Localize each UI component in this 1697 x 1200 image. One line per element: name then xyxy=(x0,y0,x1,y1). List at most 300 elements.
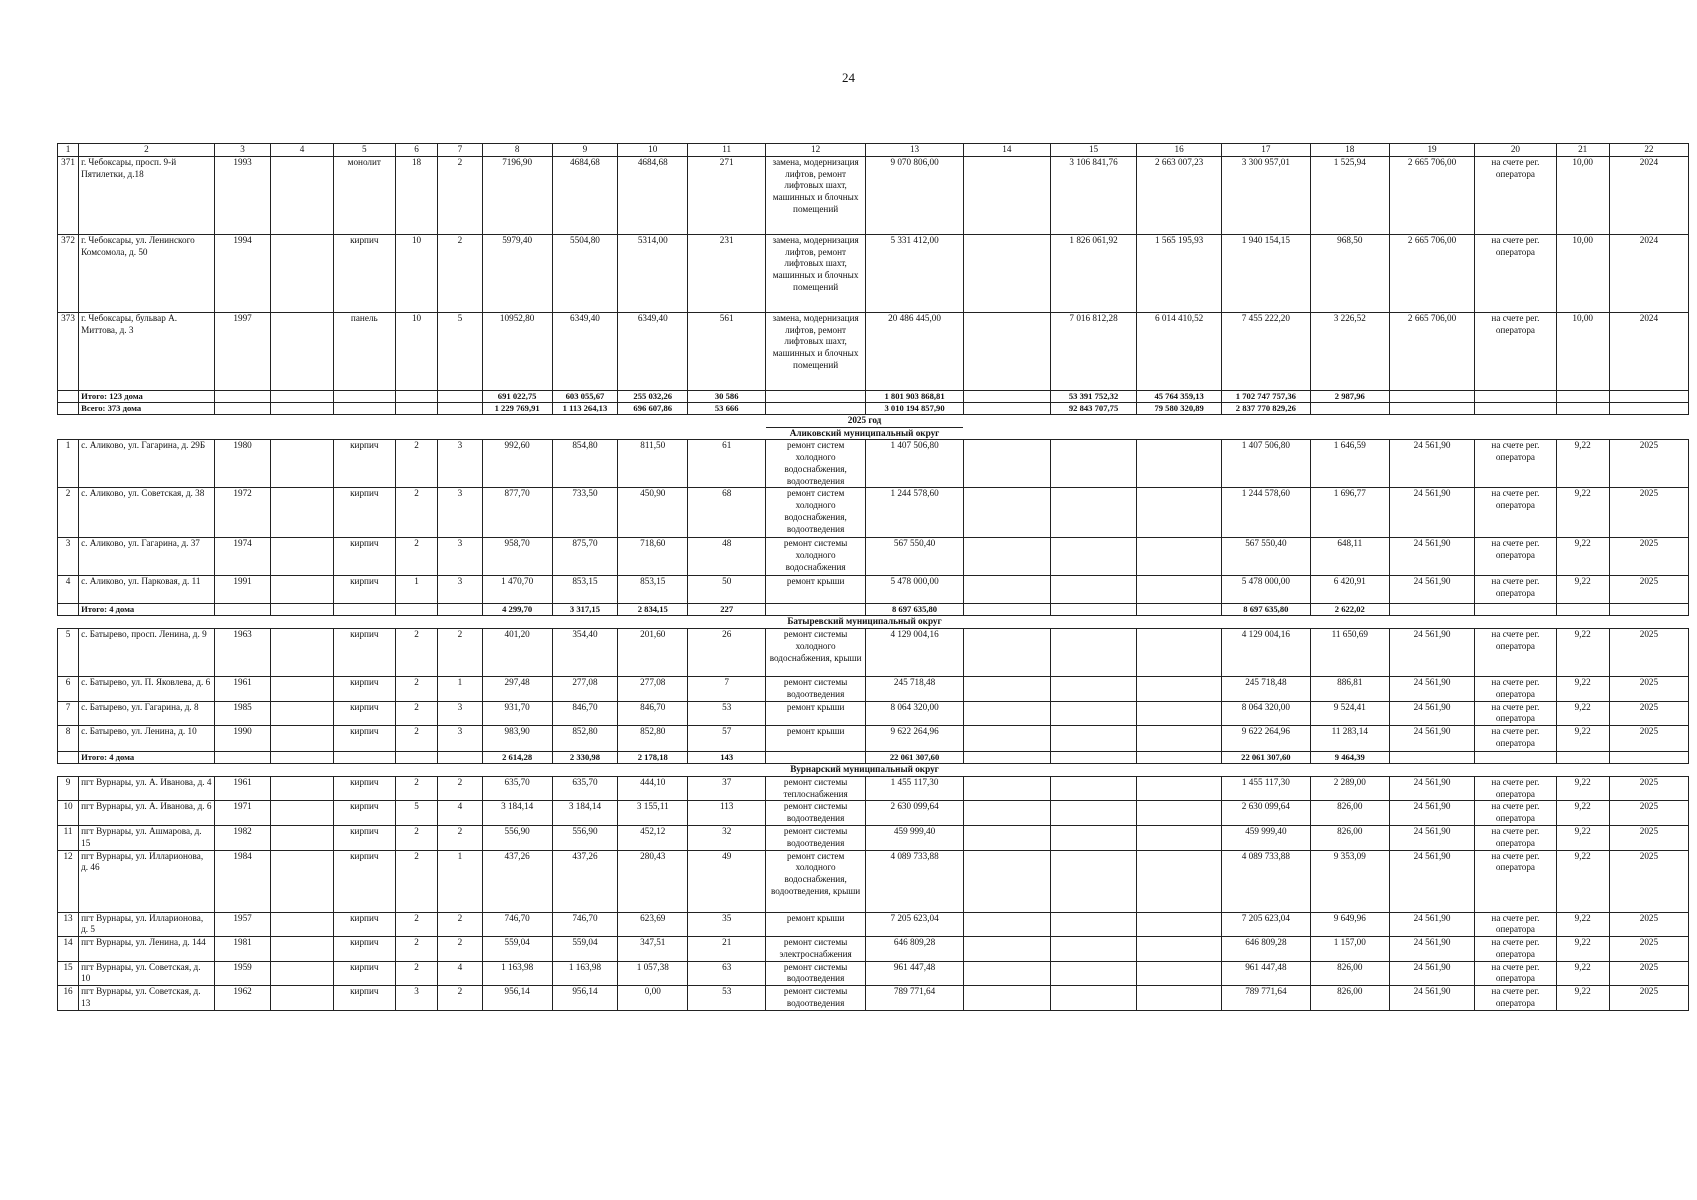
cell-c14 xyxy=(963,677,1050,702)
cell-address: пгт Вурнары, ул. А. Иванова, д. 4 xyxy=(79,776,215,801)
cell-work: ремонт систем холодного водоснабжения, водоотведения xyxy=(766,440,866,488)
cell-c15 xyxy=(1050,488,1137,538)
total-c15: 92 843 707,75 xyxy=(1050,402,1137,414)
table-row xyxy=(58,488,1689,538)
cell-c17: 4 129 004,16 xyxy=(1221,629,1310,677)
total-c17: 1 702 747 757,36 xyxy=(1221,390,1310,402)
cell-floors: 5 xyxy=(395,801,437,826)
cell-n: 10 xyxy=(58,801,79,826)
cell-address: с. Аликово, ул. Гагарина, д. 29Б xyxy=(79,440,215,488)
column-header: 19 xyxy=(1389,144,1475,157)
cell-c18: 11 650,69 xyxy=(1310,629,1389,677)
cell-c16 xyxy=(1137,726,1221,752)
housing-repair-table xyxy=(57,143,1689,1011)
cell-c15 xyxy=(1050,826,1137,851)
cell-c16 xyxy=(1137,986,1221,1011)
cell-address: г. Чебоксары, просп. 9-й Пятилетки, д.18 xyxy=(79,156,215,234)
column-header: 3 xyxy=(214,144,271,157)
cell-year: 1980 xyxy=(214,440,271,488)
cell-c17: 459 999,40 xyxy=(1221,826,1310,851)
total-c17: 22 061 307,60 xyxy=(1221,752,1310,764)
column-number-row xyxy=(58,144,1689,157)
total-empty xyxy=(395,402,437,414)
cell-material: кирпич xyxy=(333,440,395,488)
table-row xyxy=(58,776,1689,801)
cell-c20: на счете рег. оператора xyxy=(1475,726,1556,752)
total-empty xyxy=(963,390,1050,402)
cell-c16 xyxy=(1137,701,1221,726)
column-header: 2 xyxy=(79,144,215,157)
column-header: 20 xyxy=(1475,144,1556,157)
cell-c20: на счете рег. оператора xyxy=(1475,937,1556,962)
cell-c4 xyxy=(271,538,333,576)
total-empty xyxy=(963,752,1050,764)
cell-address: пгт Вурнары, ул. Ленина, д. 144 xyxy=(79,937,215,962)
column-header: 4 xyxy=(271,144,333,157)
cell-residents: 53 xyxy=(688,986,766,1011)
total-empty xyxy=(766,402,866,414)
cell-c18: 968,50 xyxy=(1310,234,1389,312)
cell-area_living: 437,26 xyxy=(552,850,618,912)
cell-entrances: 3 xyxy=(438,726,482,752)
cell-work: ремонт системы холодного водоснабжения, крыши xyxy=(766,629,866,677)
cell-c17: 8 064 320,00 xyxy=(1221,701,1310,726)
cell-c14 xyxy=(963,440,1050,488)
cell-c18: 9 524,41 xyxy=(1310,701,1389,726)
table-row xyxy=(58,961,1689,986)
cell-c4 xyxy=(271,312,333,390)
cell-c17: 1 940 154,15 xyxy=(1221,234,1310,312)
cell-c19: 24 561,90 xyxy=(1389,726,1475,752)
cell-c4 xyxy=(271,440,333,488)
cell-cost: 20 486 445,00 xyxy=(866,312,964,390)
cell-c4 xyxy=(271,234,333,312)
cell-c15 xyxy=(1050,801,1137,826)
cell-c21: 9,22 xyxy=(1556,826,1609,851)
cell-c20: на счете рег. оператора xyxy=(1475,986,1556,1011)
cell-c16 xyxy=(1137,826,1221,851)
cell-c18: 826,00 xyxy=(1310,961,1389,986)
cell-area_total: 7196,90 xyxy=(482,156,552,234)
cell-area_total: 3 184,14 xyxy=(482,801,552,826)
total-label: Всего: 373 дома xyxy=(79,402,215,414)
total-empty xyxy=(271,402,333,414)
cell-c15 xyxy=(1050,912,1137,937)
total-empty xyxy=(1389,402,1475,414)
cell-area_total: 983,90 xyxy=(482,726,552,752)
cell-floors: 2 xyxy=(395,440,437,488)
cell-c20: на счете рег. оператора xyxy=(1475,234,1556,312)
cell-area_private: 277,08 xyxy=(618,677,688,702)
total-c16: 79 580 320,89 xyxy=(1137,402,1221,414)
column-header: 15 xyxy=(1050,144,1137,157)
cell-c14 xyxy=(963,776,1050,801)
cell-c17: 789 771,64 xyxy=(1221,986,1310,1011)
total-empty xyxy=(214,752,271,764)
cell-year: 1990 xyxy=(214,726,271,752)
total-c18: 9 464,39 xyxy=(1310,752,1389,764)
cell-area_private: 846,70 xyxy=(618,701,688,726)
cell-c15 xyxy=(1050,538,1137,576)
cell-area_private: 623,69 xyxy=(618,912,688,937)
cell-year: 1982 xyxy=(214,826,271,851)
cell-area_private: 201,60 xyxy=(618,629,688,677)
cell-floors: 2 xyxy=(395,937,437,962)
cell-cost: 1 244 578,60 xyxy=(866,488,964,538)
total-area_living: 3 317,15 xyxy=(552,604,618,616)
cell-area_private: 450,90 xyxy=(618,488,688,538)
cell-c18: 1 157,00 xyxy=(1310,937,1389,962)
cell-area_total: 297,48 xyxy=(482,677,552,702)
cell-c19: 24 561,90 xyxy=(1389,801,1475,826)
cell-work: замена, модернизация лифтов, ремонт лифтовых шахт, машинных и блочных помещений xyxy=(766,156,866,234)
cell-year: 1984 xyxy=(214,850,271,912)
cell-residents: 49 xyxy=(688,850,766,912)
cell-c4 xyxy=(271,726,333,752)
total-empty xyxy=(438,402,482,414)
total-empty xyxy=(271,752,333,764)
cell-n: 4 xyxy=(58,576,79,604)
total-row xyxy=(58,752,1689,764)
cell-address: с. Батырево, ул. Ленина, д. 10 xyxy=(79,726,215,752)
cell-floors: 2 xyxy=(395,912,437,937)
total-cost: 8 697 635,80 xyxy=(866,604,964,616)
section-title: Вурнарский муниципальный округ xyxy=(766,764,964,777)
table-row xyxy=(58,312,1689,390)
section-spacer xyxy=(58,414,766,427)
cell-c21: 9,22 xyxy=(1556,986,1609,1011)
cell-area_total: 437,26 xyxy=(482,850,552,912)
cell-year: 1971 xyxy=(214,801,271,826)
cell-c17: 245 718,48 xyxy=(1221,677,1310,702)
cell-area_private: 0,00 xyxy=(618,986,688,1011)
total-empty xyxy=(333,752,395,764)
cell-work: ремонт крыши xyxy=(766,576,866,604)
cell-c15 xyxy=(1050,726,1137,752)
cell-c14 xyxy=(963,312,1050,390)
section-title: 2025 год xyxy=(766,414,964,427)
cell-c19: 24 561,90 xyxy=(1389,677,1475,702)
cell-c14 xyxy=(963,937,1050,962)
table-row xyxy=(58,801,1689,826)
cell-c21: 9,22 xyxy=(1556,701,1609,726)
cell-c19: 2 665 706,00 xyxy=(1389,312,1475,390)
cell-work: ремонт системы холодного водоснабжения xyxy=(766,538,866,576)
cell-c22: 2025 xyxy=(1609,912,1688,937)
cell-c20: на счете рег. оператора xyxy=(1475,701,1556,726)
cell-entrances: 2 xyxy=(438,629,482,677)
cell-c21: 9,22 xyxy=(1556,629,1609,677)
cell-n: 371 xyxy=(58,156,79,234)
cell-c19: 2 665 706,00 xyxy=(1389,234,1475,312)
cell-c19: 24 561,90 xyxy=(1389,629,1475,677)
total-label: Итого: 4 дома xyxy=(79,604,215,616)
total-empty xyxy=(1389,390,1475,402)
total-area_private: 696 607,86 xyxy=(618,402,688,414)
district-heading-batyrevo xyxy=(58,616,1689,629)
cell-area_living: 852,80 xyxy=(552,726,618,752)
cell-c14 xyxy=(963,726,1050,752)
total-c17: 8 697 635,80 xyxy=(1221,604,1310,616)
cell-floors: 3 xyxy=(395,986,437,1011)
cell-area_total: 556,90 xyxy=(482,826,552,851)
cell-area_living: 635,70 xyxy=(552,776,618,801)
cell-c14 xyxy=(963,961,1050,986)
total-c17: 2 837 770 829,26 xyxy=(1221,402,1310,414)
total-empty xyxy=(1475,390,1556,402)
cell-c20: на счете рег. оператора xyxy=(1475,677,1556,702)
cell-entrances: 4 xyxy=(438,961,482,986)
cell-c18: 826,00 xyxy=(1310,801,1389,826)
cell-c21: 9,22 xyxy=(1556,576,1609,604)
cell-floors: 2 xyxy=(395,701,437,726)
total-residents: 53 666 xyxy=(688,402,766,414)
year-heading xyxy=(58,414,1689,427)
cell-c4 xyxy=(271,986,333,1011)
cell-work: ремонт системы теплоснабжения xyxy=(766,776,866,801)
cell-area_private: 4684,68 xyxy=(618,156,688,234)
cell-area_total: 1 163,98 xyxy=(482,961,552,986)
cell-c15 xyxy=(1050,701,1137,726)
cell-c14 xyxy=(963,912,1050,937)
cell-residents: 113 xyxy=(688,801,766,826)
total-empty xyxy=(766,752,866,764)
total-row xyxy=(58,604,1689,616)
cell-area_total: 992,60 xyxy=(482,440,552,488)
section-title: Батыревский муниципальный округ xyxy=(766,616,964,629)
cell-c20: на счете рег. оператора xyxy=(1475,850,1556,912)
cell-c15 xyxy=(1050,776,1137,801)
cell-c16: 6 014 410,52 xyxy=(1137,312,1221,390)
cell-c21: 9,22 xyxy=(1556,801,1609,826)
cell-residents: 57 xyxy=(688,726,766,752)
total-c15: 53 391 752,32 xyxy=(1050,390,1137,402)
table-row xyxy=(58,156,1689,234)
cell-entrances: 2 xyxy=(438,776,482,801)
cell-c14 xyxy=(963,629,1050,677)
cell-year: 1981 xyxy=(214,937,271,962)
cell-cost: 5 331 412,00 xyxy=(866,234,964,312)
cell-c4 xyxy=(271,826,333,851)
cell-material: кирпич xyxy=(333,776,395,801)
cell-year: 1961 xyxy=(214,677,271,702)
cell-c16 xyxy=(1137,961,1221,986)
cell-area_private: 853,15 xyxy=(618,576,688,604)
cell-cost: 8 064 320,00 xyxy=(866,701,964,726)
total-empty xyxy=(1556,604,1609,616)
cell-material: кирпич xyxy=(333,701,395,726)
cell-c4 xyxy=(271,701,333,726)
total-empty xyxy=(963,604,1050,616)
cell-c22: 2025 xyxy=(1609,986,1688,1011)
cell-residents: 561 xyxy=(688,312,766,390)
cell-year: 1972 xyxy=(214,488,271,538)
total-empty xyxy=(395,604,437,616)
cell-c17: 646 809,28 xyxy=(1221,937,1310,962)
total-c15 xyxy=(1050,752,1137,764)
cell-material: кирпич xyxy=(333,937,395,962)
total-empty xyxy=(1556,402,1609,414)
cell-c21: 9,22 xyxy=(1556,726,1609,752)
column-header: 11 xyxy=(688,144,766,157)
total-empty xyxy=(58,604,79,616)
total-empty xyxy=(271,390,333,402)
table-row xyxy=(58,576,1689,604)
cell-material: кирпич xyxy=(333,961,395,986)
cell-c22: 2025 xyxy=(1609,776,1688,801)
cell-c21: 10,00 xyxy=(1556,156,1609,234)
column-header: 9 xyxy=(552,144,618,157)
total-c16 xyxy=(1137,604,1221,616)
district-heading-vurnary xyxy=(58,764,1689,777)
cell-c16: 1 565 195,93 xyxy=(1137,234,1221,312)
cell-area_total: 5979,40 xyxy=(482,234,552,312)
column-header: 16 xyxy=(1137,144,1221,157)
cell-work: ремонт системы водоотведения xyxy=(766,801,866,826)
total-row xyxy=(58,402,1689,414)
cell-c14 xyxy=(963,986,1050,1011)
cell-area_private: 347,51 xyxy=(618,937,688,962)
section-spacer xyxy=(963,764,1688,777)
total-empty xyxy=(395,752,437,764)
cell-entrances: 5 xyxy=(438,312,482,390)
total-c16: 45 764 359,13 xyxy=(1137,390,1221,402)
cell-c15 xyxy=(1050,986,1137,1011)
cell-c20: на счете рег. оператора xyxy=(1475,961,1556,986)
column-header: 1 xyxy=(58,144,79,157)
cell-entrances: 2 xyxy=(438,937,482,962)
cell-c16 xyxy=(1137,937,1221,962)
total-row xyxy=(58,390,1689,402)
cell-area_private: 452,12 xyxy=(618,826,688,851)
cell-c22: 2025 xyxy=(1609,961,1688,986)
total-residents: 143 xyxy=(688,752,766,764)
cell-area_private: 280,43 xyxy=(618,850,688,912)
cell-entrances: 3 xyxy=(438,538,482,576)
column-header: 18 xyxy=(1310,144,1389,157)
table-row xyxy=(58,701,1689,726)
cell-n: 5 xyxy=(58,629,79,677)
cell-floors: 2 xyxy=(395,677,437,702)
cell-c4 xyxy=(271,488,333,538)
cell-c18: 2 289,00 xyxy=(1310,776,1389,801)
cell-work: ремонт систем холодного водоснабжения, водоотведения, крыши xyxy=(766,850,866,912)
column-header: 6 xyxy=(395,144,437,157)
cell-material: кирпич xyxy=(333,576,395,604)
cell-cost: 4 089 733,88 xyxy=(866,850,964,912)
table-row xyxy=(58,726,1689,752)
cell-year: 1985 xyxy=(214,701,271,726)
total-empty xyxy=(438,390,482,402)
cell-c18: 9 649,96 xyxy=(1310,912,1389,937)
cell-cost: 1 455 117,30 xyxy=(866,776,964,801)
cell-cost: 9 622 264,96 xyxy=(866,726,964,752)
cell-c21: 9,22 xyxy=(1556,538,1609,576)
total-area_living: 603 055,67 xyxy=(552,390,618,402)
total-label: Итого: 4 дома xyxy=(79,752,215,764)
cell-cost: 5 478 000,00 xyxy=(866,576,964,604)
cell-residents: 63 xyxy=(688,961,766,986)
cell-floors: 2 xyxy=(395,629,437,677)
cell-year: 1993 xyxy=(214,156,271,234)
cell-c22: 2025 xyxy=(1609,801,1688,826)
cell-area_living: 846,70 xyxy=(552,701,618,726)
cell-c18: 1 525,94 xyxy=(1310,156,1389,234)
cell-c21: 9,22 xyxy=(1556,961,1609,986)
cell-c22: 2025 xyxy=(1609,440,1688,488)
cell-area_total: 958,70 xyxy=(482,538,552,576)
cell-c18: 6 420,91 xyxy=(1310,576,1389,604)
total-empty xyxy=(1389,604,1475,616)
cell-year: 1997 xyxy=(214,312,271,390)
cell-c22: 2025 xyxy=(1609,850,1688,912)
total-empty xyxy=(214,604,271,616)
cell-c18: 11 283,14 xyxy=(1310,726,1389,752)
cell-year: 1959 xyxy=(214,961,271,986)
cell-material: панель xyxy=(333,312,395,390)
cell-floors: 2 xyxy=(395,776,437,801)
column-header: 14 xyxy=(963,144,1050,157)
cell-c20: на счете рег. оператора xyxy=(1475,801,1556,826)
cell-address: пгт Вурнары, ул. Илларионова, д. 46 xyxy=(79,850,215,912)
cell-entrances: 2 xyxy=(438,156,482,234)
cell-n: 3 xyxy=(58,538,79,576)
cell-residents: 21 xyxy=(688,937,766,962)
cell-area_living: 556,90 xyxy=(552,826,618,851)
cell-c22: 2025 xyxy=(1609,677,1688,702)
cell-c15 xyxy=(1050,576,1137,604)
cell-c19: 24 561,90 xyxy=(1389,937,1475,962)
total-empty xyxy=(395,390,437,402)
cell-c15: 3 106 841,76 xyxy=(1050,156,1137,234)
section-spacer xyxy=(58,427,766,440)
total-empty xyxy=(963,402,1050,414)
total-area_total: 2 614,28 xyxy=(482,752,552,764)
total-c18 xyxy=(1310,402,1389,414)
cell-floors: 2 xyxy=(395,850,437,912)
cell-c20: на счете рег. оператора xyxy=(1475,826,1556,851)
cell-c15: 7 016 812,28 xyxy=(1050,312,1137,390)
cell-floors: 2 xyxy=(395,538,437,576)
cell-n: 14 xyxy=(58,937,79,962)
cell-c4 xyxy=(271,850,333,912)
cell-address: с. Аликово, ул. Советская, д. 38 xyxy=(79,488,215,538)
page-number: 24 xyxy=(842,70,855,85)
column-header: 12 xyxy=(766,144,866,157)
cell-c20: на счете рег. оператора xyxy=(1475,538,1556,576)
cell-c22: 2025 xyxy=(1609,726,1688,752)
total-empty xyxy=(1609,402,1688,414)
total-empty xyxy=(333,402,395,414)
section-spacer xyxy=(963,427,1688,440)
cell-work: замена, модернизация лифтов, ремонт лифтовых шахт, машинных и блочных помещений xyxy=(766,234,866,312)
cell-address: пгт Вурнары, ул. А. Иванова, д. 6 xyxy=(79,801,215,826)
cell-entrances: 3 xyxy=(438,440,482,488)
cell-work: ремонт систем холодного водоснабжения, водоотведения xyxy=(766,488,866,538)
cell-c15 xyxy=(1050,677,1137,702)
cell-c19: 24 561,90 xyxy=(1389,912,1475,937)
cell-c22: 2025 xyxy=(1609,937,1688,962)
cell-entrances: 3 xyxy=(438,488,482,538)
cell-c22: 2025 xyxy=(1609,629,1688,677)
cell-residents: 68 xyxy=(688,488,766,538)
total-area_private: 255 032,26 xyxy=(618,390,688,402)
cell-n: 7 xyxy=(58,701,79,726)
cell-address: пгт Вурнары, ул. Советская, д. 10 xyxy=(79,961,215,986)
cell-c15 xyxy=(1050,961,1137,986)
total-empty xyxy=(214,390,271,402)
cell-c18: 3 226,52 xyxy=(1310,312,1389,390)
